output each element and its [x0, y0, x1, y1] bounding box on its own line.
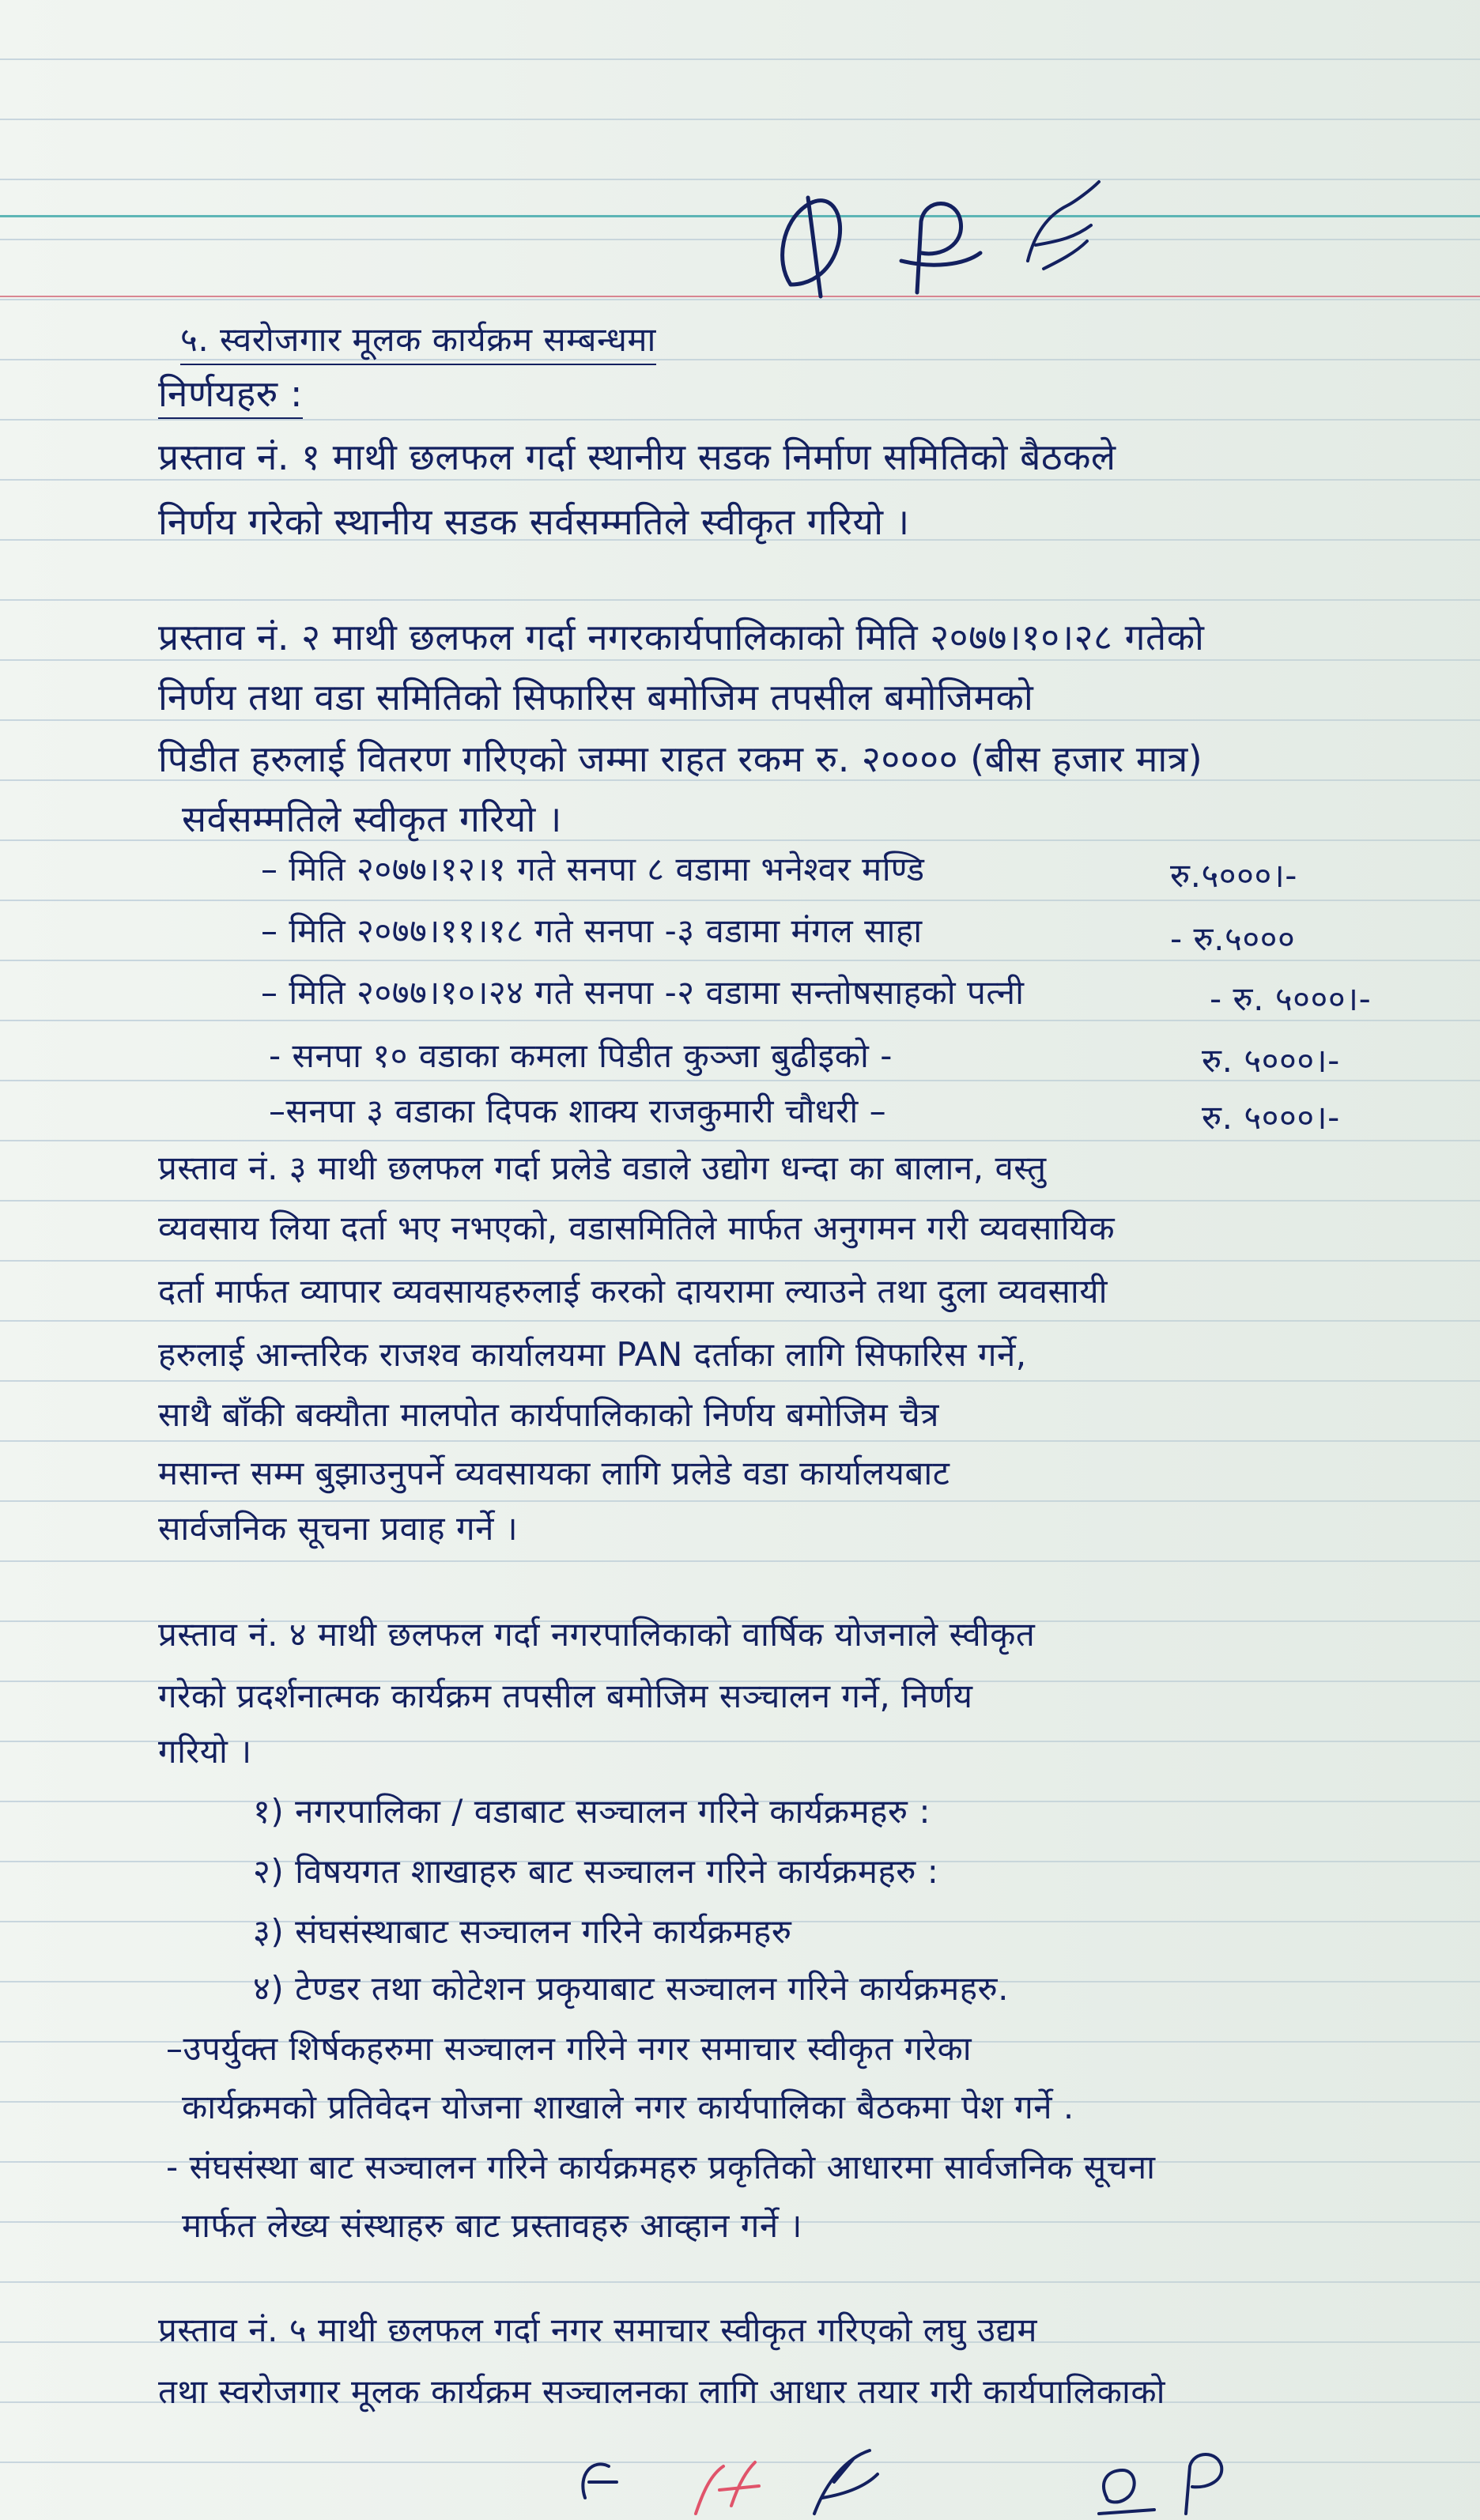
proposal2-item-2: – मिति २०७७।११।१८ गते सनपा -३ वडामा मंगल साहा — [261, 911, 923, 950]
proposal2-line-3: पिडीत हरुलाई वितरण गरिएको जम्मा राहत रकम रु. २०००० (बीस हजार मात्र) — [158, 738, 1203, 780]
proposal2-line-1: प्रस्ताव नं. २ माथी छलफल गर्दा नगरकार्यपालिकाको मिति २०७७।१०।२८ गतेको — [158, 616, 1205, 658]
proposal3-line-6: मसान्त सम्म बुझाउनुपर्ने व्यवसायका लागि प्रलेडे वडा कार्यालयबाट — [158, 1454, 950, 1492]
proposal2-item-1-amount: रु.५०००।- — [1170, 856, 1297, 895]
proposal2-item-3: – मिति २०७७।१०।२४ गते सनपा -२ वडामा सन्तोषसाहको पत्नी — [261, 973, 1025, 1012]
bottom-signature-marks — [553, 2427, 1312, 2520]
proposal2-item-5: –सनपा ३ वडाका दिपक शाक्य राजकुमारी चौधरी – — [269, 1092, 887, 1130]
section-heading: ५. स्वरोजगार मूलक कार्यक्रम सम्बन्धमा — [180, 316, 656, 365]
proposal3-line-1: प्रस्ताव नं. ३ माथी छलफल गर्दा प्रलेडे वडाले उद्योग धन्दा का बालान, वस्तु — [158, 1149, 1047, 1187]
proposal4-line-3: गरियो । — [158, 1732, 252, 1771]
proposal2-item-4-amount: रु. ५०००।- — [1202, 1041, 1340, 1080]
top-signature-marks — [759, 166, 1138, 308]
proposal4-item-1: १) नगरपालिका / वडाबाट सञ्चालन गरिने कार्यक्रमहरु : — [253, 1792, 931, 1831]
proposal4-item-3: ३) संघसंस्थाबाट सञ्चालन गरिने कार्यक्रमहरु — [253, 1912, 792, 1951]
proposal4-line-2: गरेको प्रदर्शनात्मक कार्यक्रम तपसील बमोजिम सञ्चालन गर्ने, निर्णय — [158, 1677, 973, 1715]
proposal4-item-2: २) विषयगत शाखाहरु बाट सञ्चालन गरिने कार्यक्रमहरु : — [253, 1852, 939, 1891]
proposal3-line-3: दर्ता मार्फत व्यापार व्यवसायहरुलाई करको दायरामा ल्याउने तथा दुला व्यवसायी — [158, 1272, 1108, 1311]
proposal3-line-2: व्यवसाय लिया दर्ता भए नभएको, वडासमितिले मार्फत अनुगमन गरी व्यवसायिक — [158, 1209, 1116, 1247]
proposal4-note-4: मार्फत लेख्य संस्थाहरु बाट प्रस्तावहरु आव्हान गर्ने । — [182, 2206, 802, 2245]
margin-line-blue — [0, 215, 1480, 217]
decisions-heading: निर्णयहरु : — [158, 370, 303, 419]
proposal2-line-2: निर्णय तथा वडा समितिको सिफारिस बमोजिम तपसील बमोजिमको — [158, 676, 1034, 719]
proposal1-line-1: प्रस्ताव नं. १ माथी छलफल गर्दा स्थानीय सडक निर्माण समितिको बैठकले — [158, 436, 1116, 478]
proposal4-line-1: प्रस्ताव नं. ४ माथी छलफल गर्दा नगरपालिकाको वार्षिक योजनाले स्वीकृत — [158, 1615, 1036, 1654]
proposal3-line-7: सार्वजनिक सूचना प्रवाह गर्ने । — [158, 1509, 519, 1548]
proposal4-item-4: ४) टेण्डर तथा कोटेशन प्रकृयाबाट सञ्चालन गरिने कार्यक्रमहरु. — [253, 1969, 1010, 2008]
proposal2-item-4: - सनपा १० वडाका कमला पिडीत कुञ्जा बुढीइको - — [269, 1036, 893, 1075]
proposal3-line-5: साथै बाँकी बक्यौता मालपोत कार्यपालिकाको निर्णय बमोजिम चैत्र — [158, 1395, 939, 1434]
proposal2-item-5-amount: रु. ५०००।- — [1202, 1098, 1340, 1137]
proposal4-note-1: –उपर्युक्त शिर्षकहरुमा सञ्चालन गरिने नगर समाचार स्वीकृत गरेका — [166, 2029, 972, 2068]
proposal4-note-3: - संघसंस्था बाट सञ्चालन गरिने कार्यक्रमहरु प्रकृतिको आधारमा सार्वजनिक सूचना — [166, 2148, 1156, 2186]
proposal2-line-4: सर्वसम्मतिले स्वीकृत गरियो । — [182, 798, 562, 840]
proposal2-item-3-amount: - रु. ५०००।- — [1210, 979, 1372, 1018]
proposal1-line-2: निर्णय गरेको स्थानीय सडक सर्वसम्मतिले स्वीकृत गरियो । — [158, 500, 910, 543]
proposal2-item-1: – मिति २०७७।१२।१ गते सनपा ८ वडामा भनेश्वर मण्डि — [261, 850, 925, 888]
proposal2-item-2-amount: - रु.५००० — [1170, 919, 1296, 958]
proposal3-line-4: हरुलाई आन्तरिक राजश्व कार्यालयमा PAN दर्ताका लागि सिफारिस गर्ने, — [158, 1335, 1027, 1374]
proposal4-note-2: कार्यक्रमको प्रतिवेदन योजना शाखाले नगर कार्यपालिका बैठकमा पेश गर्ने . — [182, 2088, 1074, 2126]
proposal5-line-2: तथा स्वरोजगार मूलक कार्यक्रम सञ्चालनका लागि आधार तयार गरी कार्यपालिकाको — [158, 2372, 1166, 2411]
proposal5-line-1: प्रस्ताव नं. ५ माथी छलफल गर्दा नगर समाचार स्वीकृत गरिएको लघु उद्यम — [158, 2311, 1038, 2349]
margin-line-red — [0, 296, 1480, 297]
